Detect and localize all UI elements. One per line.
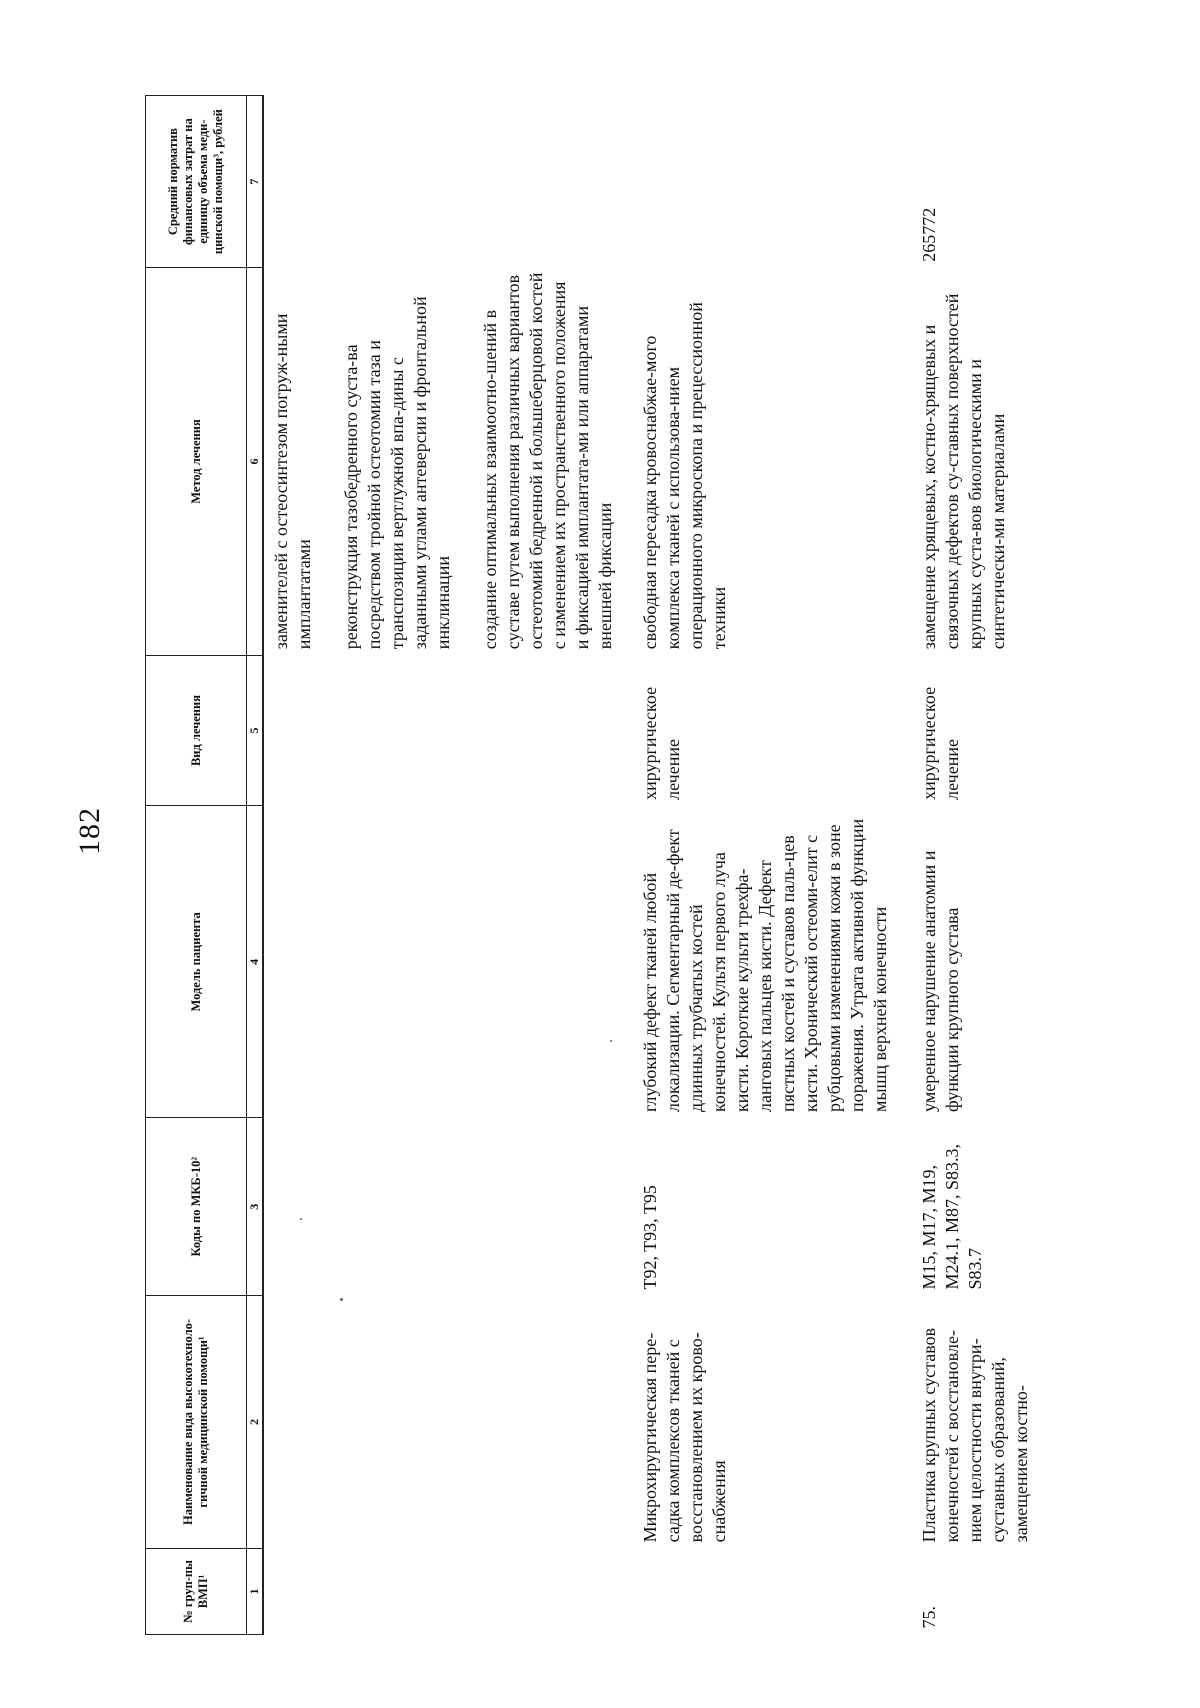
- cell-name: [263, 1296, 617, 1549]
- cell-cost: [617, 96, 892, 268]
- table-row: [263, 96, 617, 1635]
- header-icd-codes: Коды по МКБ-10²: [146, 1118, 247, 1296]
- cell-treatment: хирургическое лечение: [919, 686, 962, 800]
- cell-treatment: [263, 655, 617, 806]
- table-row: [892, 96, 1033, 1635]
- column-number: 5: [247, 655, 264, 806]
- cell-group: [617, 1548, 892, 1634]
- header-treatment-method: Метод лечения: [146, 268, 247, 655]
- cell-methods: [892, 268, 1033, 655]
- cell-cost: 265772: [919, 207, 939, 262]
- cell-codes: T92, T93, T95: [640, 1185, 660, 1290]
- column-number: 1: [247, 1548, 264, 1634]
- header-cost-standard: Средний норматив финансовых затрат на единицу объема меди-цинской помощи³, рублей: [146, 96, 247, 268]
- scan-speck: [300, 1218, 302, 1220]
- cell-name: Микрохирургическая пере-садка комплексов тканей с восстановлением их крово-снабжения: [640, 1332, 729, 1543]
- cell-codes: [263, 1118, 617, 1296]
- cell-group: 75.: [919, 1606, 939, 1629]
- scan-speck: [610, 1040, 612, 1042]
- cell-treatment: хирургическое лечение: [640, 686, 683, 800]
- header-treatment-type: Вид лечения: [146, 655, 247, 806]
- cell-model: умеренное нарушение анатомии и функции крупного сустава: [919, 850, 962, 1112]
- table-row: [617, 96, 892, 1635]
- column-number: 4: [247, 806, 264, 1118]
- cell-group: [263, 1548, 617, 1634]
- cell-model: глубокий дефект тканей любой локализации. Сегментарный де-фект длинных трубчатых костей конечностей. Культя первого луча кисти. Короткие культи трехфа-ланговых пальцев кисти. Дефект пястных костей и суставов паль-цев кисти. Хронический остеоми-елит с рубцовыми изменениями кожи в зоне поражения. Утрата активной функции мышц верхней конечности: [640, 818, 890, 1112]
- header-vmp-name: Наименование вида высокотехноло-гичной медицинской помощи¹: [146, 1296, 247, 1549]
- cell-methods: [263, 268, 617, 655]
- method-text: реконструкция тазобедренного суста-ва посредством тройной остеотомии таза и транспозиции вертлужной впа-дины с заданными углами антеверсии и фронтальной инклинации: [341, 296, 453, 650]
- cell-name: Пластика крупных суставов конечностей с восстановле-нием целостности внутри-суставных образований, замещением костно-: [919, 1327, 1031, 1543]
- cell-codes: M15, M17, M19, M24.1, M87, S83.3, S83.7: [919, 1143, 985, 1290]
- header-group-number: № груп-пы ВМП¹: [146, 1548, 247, 1634]
- method-text: создание оптимальных взаимоотно-шений в суставе путем выполнения различных вариантов остеотомий бедренной и большеберцовой костей с изменением их пространственного положения и фиксацией имплантата-ми или аппаратами внешней фиксации: [480, 272, 615, 650]
- header-patient-model: Модель пациента: [146, 806, 247, 1118]
- method-text: замещение хрящевых, костно-хрящевых и связочных дефектов су-ставных поверхностей крупных суста-вов биологическими и синтетически-ми материалами: [919, 293, 1008, 650]
- method-text: заменителей с остеосинтезом погруж-ными имплантатами: [271, 313, 314, 650]
- cell-cost: [263, 96, 617, 268]
- cell-model: [263, 806, 617, 1118]
- cell-methods: [617, 268, 892, 655]
- column-number: 2: [247, 1296, 264, 1549]
- method-text: свободная пересадка кровоснабжае-мого комплекса тканей с использова-нием операционного микроскопа и прецессионной техники: [640, 302, 729, 650]
- header-row: [146, 96, 247, 1635]
- column-number: 7: [247, 96, 264, 268]
- column-number: 3: [247, 1118, 264, 1296]
- rotated-page: [73, 65, 1195, 1635]
- page-number: 182: [73, 807, 106, 855]
- column-number: 6: [247, 268, 264, 655]
- scan-speck: [340, 1298, 343, 1301]
- vmp-table: [145, 95, 1033, 1635]
- column-number-row: [247, 96, 264, 1635]
